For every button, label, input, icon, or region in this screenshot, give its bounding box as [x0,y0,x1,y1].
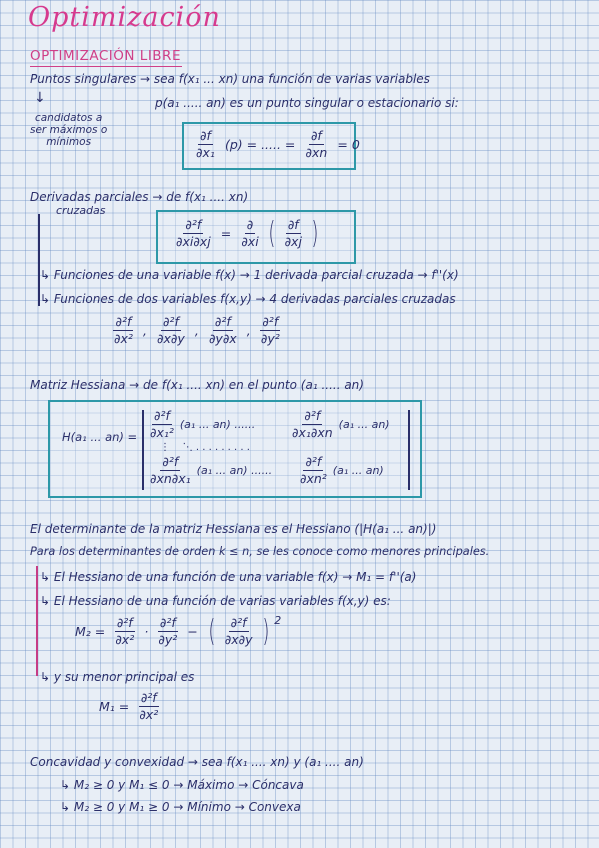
partial-fraction: $\frac{\text{∂²f}}{\text{∂y²}}$ [260,314,280,346]
singular-equation-box: $\frac{\partial f}{\text{∂x₁}}$ (p) = ..... = $\frac{\partial f}{\partial xn}$ = 0 [182,122,356,170]
determinant-bullet3: ↳ y su menor principal es [40,670,195,684]
partial-fraction: $\frac{\text{∂²f}}{\partial x\partial y}$ [224,615,253,647]
partial-fraction: $\frac{\text{∂²f}}{\partial xi\partial xj}$ [176,217,211,249]
crossed-bullet1: ↳ Funciones de una variable f(x) → 1 derivada parcial cruzada → f''(x) [40,268,459,282]
candidates-line: mínimos [46,136,92,148]
left-paren: ( [208,614,216,649]
crossed-equation-box: $\frac{\text{∂²f}}{\partial xi\partial xj}$ = $\frac{\partial}{\partial xi}$ ( $\frac{\partial f}{\partial xj}$ ) [156,210,356,264]
hessian-matrix-box [48,400,422,498]
candidates-line: ser máximos o [30,124,108,136]
left-paren: ( [268,216,276,251]
singular-line1: Puntos singulares → sea f(x₁ ... xn) una función de varias variables [30,72,430,86]
square-exponent: 2 [274,614,282,627]
crossed-line1: Derivadas parciales → de f(x₁ .... xn) [30,190,249,204]
determinant-bullet2: ↳ El Hessiano de una función de varias variables f(x,y) es: [40,594,391,608]
four-derivatives: $\frac{\text{∂²f}}{\text{∂x²}}$ , $\frac{\text{∂²f}}{\partial x\partial y}$ , $\frac{\text{∂²f}}{\partial y\partial x}$ , $\frac{\text{∂²f}}{\text{∂y²}}$ [114,314,280,346]
matrix-left-bar [142,410,144,490]
section-title-underline [30,66,182,67]
candidates-line: candidatos a [34,112,103,124]
down-arrow-icon: ↓ [34,90,46,106]
page-title: Optimización [28,2,221,33]
partial-fraction: $\frac{\text{∂²f}}{\text{∂x²}}$ [114,314,133,346]
crossed-bullet2: ↳ Funciones de dos variables f(x,y) → 4 derivadas parciales cruzadas [40,292,456,306]
determinant-line1: El determinante de la matriz Hessiana es el Hessiano (|H(a₁ ... an)|) [30,522,437,536]
matrix-dots: ⋮ ⋱ . . . . . . . . . [160,442,250,453]
matrix-right-bar [408,410,410,490]
partial-fraction: $\frac{\partial f}{\partial xn}$ [305,128,328,160]
determinant-bullet1: ↳ El Hessiano de una función de una variable f(x) → M₁ = f''(a) [40,570,417,584]
partial-fraction: $\frac{\text{∂²f}}{\text{∂x²}}$ [139,690,159,722]
matrix-cell-1n: $\frac{\text{∂²f}}{\text{∂x₁∂xn}}$ (a₁ ... an) [292,408,390,440]
section-title: OPTIMIZACIÓN LIBRE [30,48,181,64]
partial-fraction: $\frac{\text{∂²f}}{\text{∂y²}}$ [158,615,178,647]
partial-fraction: $\frac{\text{∂²f}}{\text{∂x²}}$ [115,615,135,647]
partial-fraction: $\frac{\partial f}{\text{∂x₁}}$ [196,128,215,160]
concavity-line1: Concavidad y convexidad → sea f(x₁ .... xn) y (a₁ .... an) [30,755,364,769]
matrix-cell-n1: $\frac{\text{∂²f}}{\text{∂xn∂x₁}}$ (a₁ ... an) ...... [150,454,273,486]
candidates-note [30,112,107,148]
partial-fraction: $\frac{\text{∂²f}}{\partial y\partial x}$ [208,314,237,346]
concavity-case1: ↳ M₂ ≥ 0 y M₁ ≤ 0 → Máximo → Cóncava [60,778,304,792]
partial-fraction: $\frac{\partial}{\partial xi}$ [241,217,259,249]
partial-fraction: $\frac{\text{∂²f}}{\partial x\partial y}$ [157,314,185,346]
m1-formula: M₁ = $\frac{\text{∂²f}}{\text{∂x²}}$ [99,690,159,722]
partial-fraction: $\frac{\partial f}{\partial xj}$ [284,217,302,249]
hessian-line1: Matriz Hessiana → de f(x₁ .... xn) en el punto (a₁ ..... an) [30,378,364,392]
m2-formula: M₂ = $\frac{\text{∂²f}}{\text{∂x²}}$ · $\frac{\text{∂²f}}{\text{∂y²}}$ − ( $\frac{\text{∂²f}}{\partial x\partial y}$ ) $^2$ [75,614,282,649]
matrix-cell-11: $\frac{\text{∂²f}}{\text{∂x₁²}}$ (a₁ ... an) ...... [150,408,256,440]
concavity-case2: ↳ M₂ ≥ 0 y M₁ ≥ 0 → Mínimo → Convexa [60,800,301,814]
right-paren: ) [311,216,319,251]
right-paren: ) [261,614,269,649]
singular-line2: p(a₁ ..... an) es un punto singular o estacionario si: [155,96,459,110]
matrix-cell-nn: $\frac{\text{∂²f}}{\text{∂xn²}}$ (a₁ ... an) [300,454,384,486]
crossed-line2: cruzadas [56,204,106,217]
bracket-line [36,566,38,676]
determinant-line2: Para los determinantes de orden k ≤ n, se les conoce como menores principales. [30,545,490,558]
hessian-lhs: H(a₁ ... an) = [62,430,138,444]
